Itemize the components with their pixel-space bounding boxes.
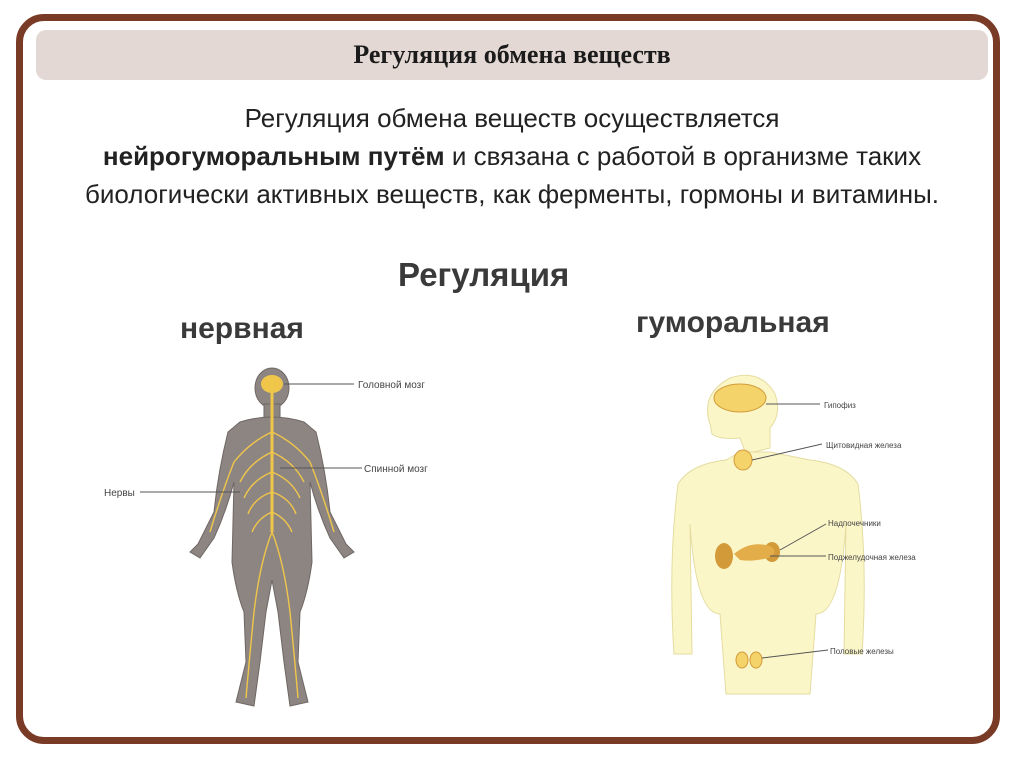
endocrine-system-figure xyxy=(630,364,960,699)
slide-title: Регуляция обмена веществ xyxy=(353,40,671,69)
label-spinal-cord: Спинной мозг xyxy=(364,464,428,475)
label-pancreas: Поджелудочная железа xyxy=(828,553,916,562)
nervous-heading: нервная xyxy=(180,312,304,345)
label-gonads: Половые железы xyxy=(830,647,894,656)
intro-part1: Регуляция обмена веществ осуществляется xyxy=(244,103,780,133)
label-adrenal: Надпочечники xyxy=(828,519,881,528)
intro-text xyxy=(40,99,984,213)
intro-part2: и связана с работой в организме таких биологически активных веществ, как ферменты, гормоны и витамины. xyxy=(84,141,940,209)
label-pituitary: Гипофиз xyxy=(824,401,856,410)
humoral-heading: гуморальная xyxy=(636,306,830,339)
adrenal-gland-left xyxy=(715,543,733,569)
label-thyroid: Щитовидная железа xyxy=(826,441,902,450)
intro-bold: нейрогуморальным путём xyxy=(102,141,445,171)
nervous-system-figure xyxy=(100,362,440,727)
gonad-left xyxy=(736,652,748,668)
thyroid-gland xyxy=(734,450,752,470)
label-brain: Головной мозг xyxy=(358,380,425,391)
regulation-heading: Регуляция xyxy=(398,256,570,293)
pituitary-gland xyxy=(714,384,766,412)
gonad-right xyxy=(750,652,762,668)
label-nerves: Нервы xyxy=(104,488,135,499)
title-bar xyxy=(36,30,988,80)
